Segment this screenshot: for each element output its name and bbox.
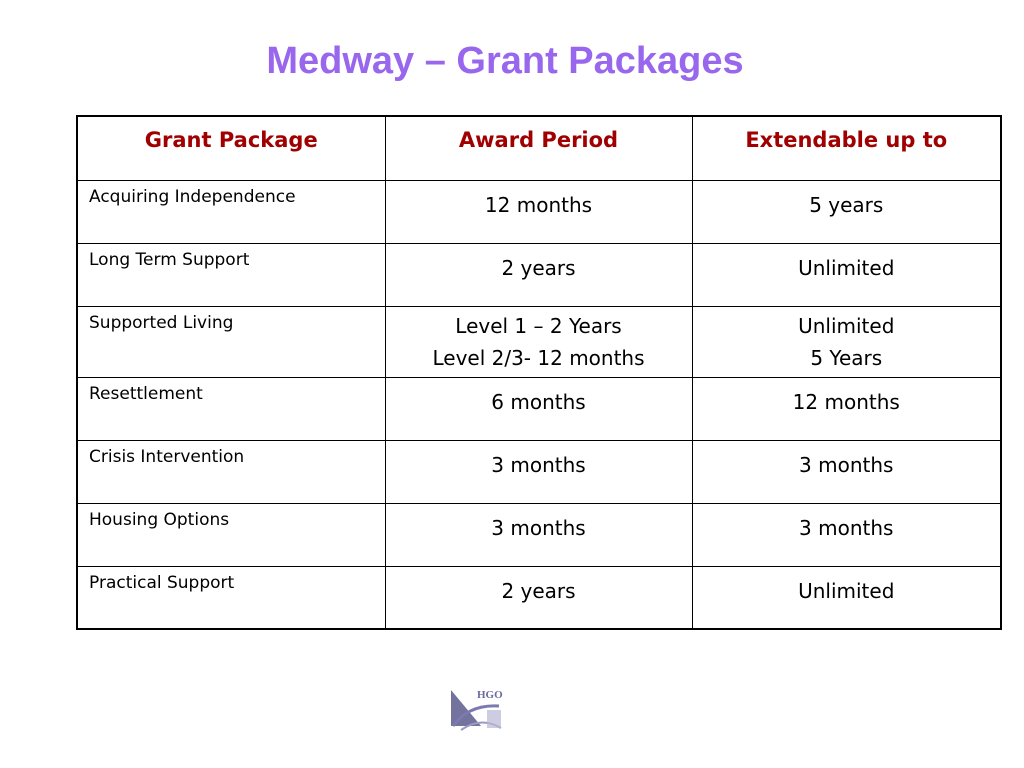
award-period-value: 2 years — [501, 578, 576, 603]
header-award-period: Award Period — [385, 116, 692, 180]
table-row — [77, 377, 1001, 440]
package-name: Long Term Support — [77, 243, 385, 306]
award-period-cell — [385, 440, 692, 503]
award-period-value: 2 years — [501, 255, 576, 280]
award-period-cell — [385, 243, 692, 306]
award-period-cell — [385, 377, 692, 440]
award-period-value: 6 months — [491, 389, 586, 414]
logo-text: HGO — [477, 689, 503, 701]
extendable-cell — [692, 306, 1001, 377]
table-header-row — [77, 116, 1001, 180]
award-period-cell — [385, 180, 692, 243]
extendable-value: 5 years — [809, 192, 884, 217]
table-row — [77, 440, 1001, 503]
extendable-cell — [692, 503, 1001, 566]
page-title: Medway – Grant Packages — [266, 40, 744, 82]
award-period-value: Level 2/3- 12 months — [432, 345, 645, 370]
grant-packages-table — [76, 115, 1002, 630]
extendable-cell — [692, 243, 1001, 306]
award-period-cell — [385, 566, 692, 629]
table-row — [77, 503, 1001, 566]
table-row — [77, 243, 1001, 306]
package-name: Acquiring Independence — [77, 180, 385, 243]
header-grant-package: Grant Package — [77, 116, 385, 180]
extendable-cell — [692, 440, 1001, 503]
extendable-cell — [692, 180, 1001, 243]
package-name: Supported Living — [77, 306, 385, 377]
award-period-value: Level 1 – 2 Years — [455, 313, 622, 338]
package-name: Housing Options — [77, 503, 385, 566]
package-name: Crisis Intervention — [77, 440, 385, 503]
award-period-value: 3 months — [491, 452, 586, 477]
hgo-logo-graphic — [447, 686, 505, 734]
header-extendable-up-to: Extendable up to — [692, 116, 1001, 180]
extendable-value: 12 months — [792, 389, 900, 414]
hgo-logo-icon — [447, 686, 505, 734]
extendable-value: Unlimited — [798, 578, 895, 603]
table-row — [77, 306, 1001, 377]
award-period-value: 12 months — [484, 192, 593, 217]
table-row — [77, 180, 1001, 243]
extendable-value: Unlimited — [798, 313, 895, 338]
table-row — [77, 566, 1001, 629]
package-name: Practical Support — [77, 566, 385, 629]
extendable-cell — [692, 566, 1001, 629]
award-period-cell — [385, 503, 692, 566]
extendable-value: Unlimited — [798, 255, 895, 280]
extendable-value: 3 months — [799, 515, 894, 540]
extendable-value: 3 months — [799, 452, 894, 477]
award-period-value: 3 months — [491, 515, 586, 540]
package-name: Resettlement — [77, 377, 385, 440]
award-period-cell — [385, 306, 692, 377]
extendable-value: 5 Years — [810, 345, 883, 370]
extendable-cell — [692, 377, 1001, 440]
